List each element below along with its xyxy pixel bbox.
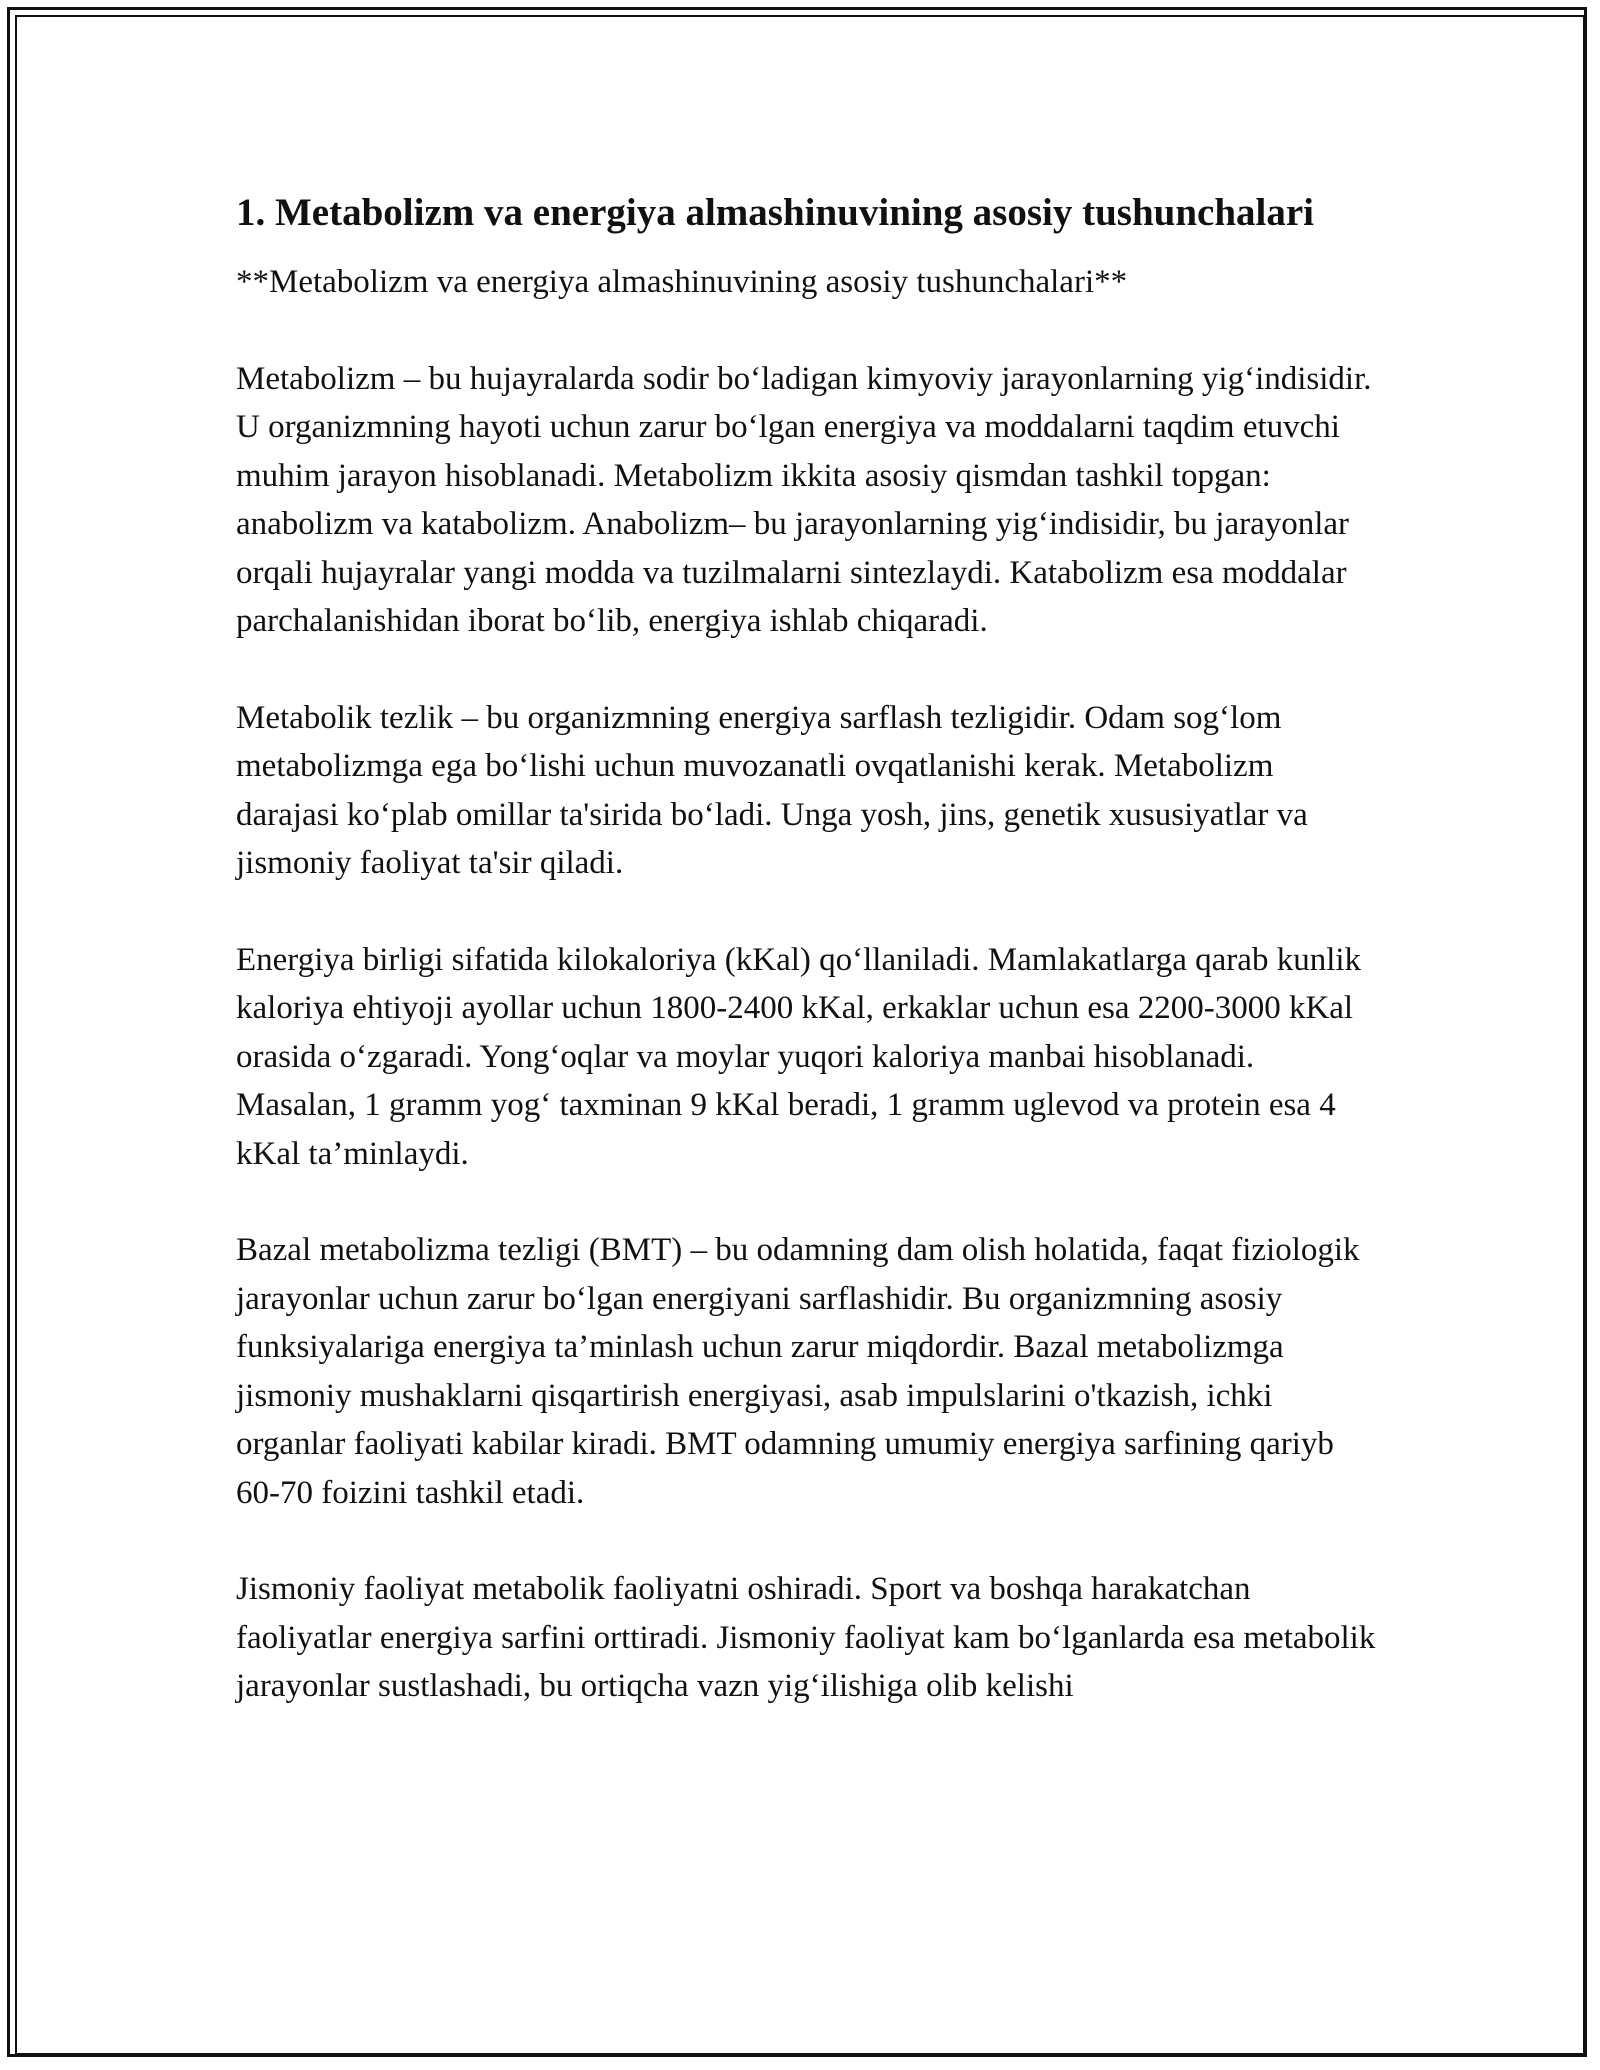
paragraph-metabolic-rate: Metabolik tezlik – bu organizmning energiya sarflash tezligidir. Odam sog‘lom metabolizmga ega bo‘lishi uchun muvozanatli ovqatlanishi kerak. Metabolizm darajasi ko‘plab omillar ta'sirida bo‘ladi. Unga yosh, jins, genetik xususiyatlar va jismoniy faoliyat ta'sir qiladi.: [236, 699, 1308, 881]
paragraph-metabolism-definition: Metabolizm – bu hujayralarda sodir bo‘ladigan kimyoviy jarayonlarning yig‘indisidir. U organizmning hayoti uchun zarur bo‘lgan energiya va moddalarni taqdim etuvchi muhim jarayon hisoblanadi. Metabolizm ikkita asosiy qismdan tashkil topgan: anabolizm va katabolizm. Anabolizm– bu jarayonlarning yig‘indisidir, bu jarayonlar orqali hujayralar yangi modda va tuzilmalarni sintezlaydi. Katabolizm esa moddalar parchalanishidan iborat bo‘lib, energiya ishlab chiqaradi.: [236, 360, 1372, 639]
section-subtitle: **Metabolizm va energiya almashinuvining asosiy tushunchalari**: [236, 264, 1128, 300]
paragraph-physical-activity: Jismoniy faoliyat metabolik faoliyatni oshiradi. Sport va boshqa harakatchan faoliyatlar energiya sarfini orttiradi. Jismoniy faoliyat kam bo‘lganlarda esa metabolik jarayonlar sustlashadi, bu ortiqcha vazn yig‘ilishiga olib kelishi: [236, 1571, 1376, 1704]
paragraph-energy-units: Energiya birligi sifatida kilokaloriya (kKal) qo‘llaniladi. Mamlakatlarga qarab kunlik kaloriya ehtiyoji ayollar uchun 1800-2400 kKal, erkaklar uchun esa 2200-3000 kKal orasida o‘zgaradi. Yong‘oqlar va moylar yuqori kaloriya manbai hisoblanadi. Masalan, 1 gramm yog‘ taxminan 9 kKal beradi, 1 gramm uglevod va protein esa 4 kKal ta’minlaydi.: [236, 941, 1362, 1172]
paragraph-basal-metabolism: Bazal metabolizma tezligi (BMT) – bu odamning dam olish holatida, faqat fiziologik jarayonlar uchun zarur bo‘lgan energiyani sarflashidir. Bu organizmning asosiy funksiyalariga energiya ta’minlash uchun zarur miqdordir. Bazal metabolizmga jismoniy mushaklarni qisqartirish energiyasi, asab impulslarini o'tkazish, ichki organlar faoliyati kabilar kiradi. BMT odamning umumiy energiya sarfining qariyb 60-70 foizini tashkil etadi.: [236, 1232, 1360, 1511]
document-body: [236, 186, 1376, 1759]
section-heading: 1. Metabolizm va energiya almashinuvining asosiy tushunchalari: [236, 191, 1315, 234]
